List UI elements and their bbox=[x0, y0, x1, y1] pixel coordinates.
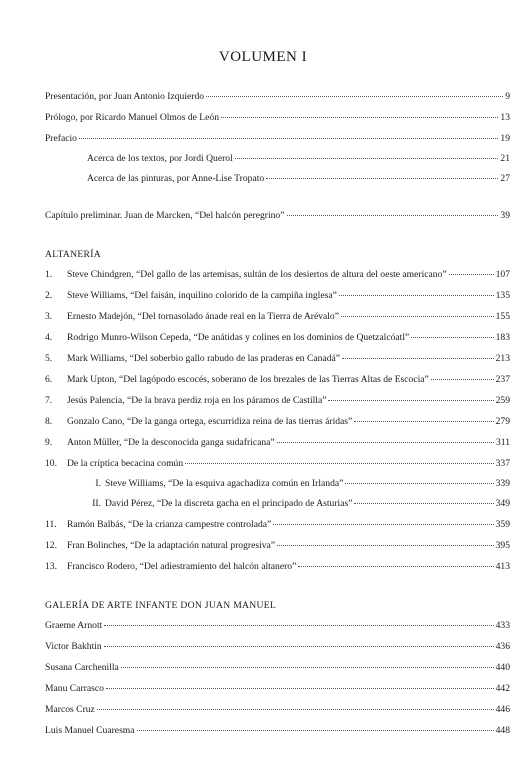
toc-entry-page: 19 bbox=[500, 133, 510, 144]
toc-entry-text: Ernesto Madejón, “Del tornasolado ánade real en la Tierra de Arévalo” bbox=[67, 311, 339, 322]
toc-entry bbox=[45, 540, 510, 552]
toc-entry-text: De la críptica becacina común bbox=[67, 458, 184, 469]
toc-entry-text: Rodrigo Munro-Wilson Cepeda, “De anátidas y colines en los dominios de Quetzalcóatl” bbox=[67, 332, 410, 343]
toc-entry bbox=[45, 332, 510, 344]
toc-entry-page: 442 bbox=[495, 683, 510, 694]
toc-entry bbox=[45, 290, 510, 302]
toc-entry-page: 237 bbox=[495, 374, 510, 385]
toc-entry-page: 39 bbox=[500, 210, 510, 221]
section-heading-altaneria: ALTANERÍA bbox=[45, 249, 101, 260]
toc-entry-text: Jesús Palencia, “De la brava perdiz roja en los páramos de Castilla” bbox=[67, 395, 327, 406]
toc-entry-page: 183 bbox=[495, 332, 510, 343]
dot-leader bbox=[342, 358, 494, 359]
toc-subentry bbox=[87, 498, 510, 510]
toc-entry-page: 27 bbox=[500, 173, 510, 184]
dot-leader bbox=[104, 625, 493, 626]
toc-entry-text: Prólogo, por Ricardo Manuel Olmos de León bbox=[45, 112, 219, 123]
toc-entry-number: 2. bbox=[45, 290, 53, 301]
toc-entry-page: 9 bbox=[505, 91, 510, 102]
dot-leader bbox=[266, 178, 498, 179]
toc-entry-text: Prefacio bbox=[45, 133, 77, 144]
toc-entry-number: II. bbox=[92, 498, 101, 509]
toc-entry-page: 395 bbox=[495, 540, 510, 551]
dot-leader bbox=[106, 688, 494, 689]
dot-leader bbox=[235, 158, 499, 159]
dot-leader bbox=[328, 400, 493, 401]
toc-entry bbox=[45, 112, 510, 124]
section-heading-galeria: GALERÍA DE ARTE INFANTE DON JUAN MANUEL bbox=[45, 600, 277, 611]
toc-entry bbox=[45, 683, 510, 695]
dot-leader bbox=[431, 379, 494, 380]
toc-entry-page: 259 bbox=[495, 395, 510, 406]
toc-entry-number: 12. bbox=[45, 540, 57, 551]
toc-entry bbox=[45, 437, 510, 449]
dot-leader bbox=[185, 463, 493, 464]
toc-entry-text: Presentación, por Juan Antonio Izquierdo bbox=[45, 91, 205, 102]
dot-leader bbox=[221, 117, 498, 118]
dot-leader bbox=[341, 316, 494, 317]
toc-entry-text: Fran Bolinches, “De la adaptación natural progresiva” bbox=[67, 540, 276, 551]
toc-entry bbox=[45, 704, 510, 716]
page-title: VOLUMEN I bbox=[218, 49, 308, 65]
toc-entry-text: Susana Carchenilla bbox=[45, 662, 119, 673]
toc-entry-number: 3. bbox=[45, 311, 53, 322]
toc-entry-text: Marcos Cruz bbox=[45, 704, 95, 715]
toc-entry-text: Gonzalo Cano, “De la ganga ortega, escurridiza reina de las tierras áridas” bbox=[67, 416, 353, 427]
toc-entry bbox=[45, 91, 510, 103]
toc-entry-text: Anton Müller, “De la desconocida ganga sudafricana” bbox=[67, 437, 275, 448]
toc-entry bbox=[45, 353, 510, 365]
toc-entry-page: 21 bbox=[500, 153, 510, 164]
dot-leader bbox=[339, 295, 494, 296]
toc-entry-page: 13 bbox=[500, 112, 510, 123]
toc-entry-text: Steve Chindgren, “Del gallo de las artemisas, sultán de los desiertos de altura del oeste americano” bbox=[67, 269, 447, 280]
toc-entry bbox=[45, 133, 510, 145]
toc-entry-number: 10. bbox=[45, 458, 57, 469]
dot-leader bbox=[354, 421, 493, 422]
toc-entry-text: Victor Bakhtin bbox=[45, 641, 102, 652]
toc-entry-number: 6. bbox=[45, 374, 53, 385]
dot-leader bbox=[354, 503, 493, 504]
toc-entry bbox=[45, 662, 510, 674]
toc-entry-page: 337 bbox=[495, 458, 510, 469]
toc-entry-text: Luis Manuel Cuaresma bbox=[45, 725, 135, 736]
toc-entry bbox=[45, 519, 510, 531]
toc-subentry bbox=[87, 173, 510, 185]
toc-entry bbox=[45, 269, 510, 281]
toc-entry bbox=[45, 395, 510, 407]
toc-entry-number: I. bbox=[95, 478, 101, 489]
dot-leader bbox=[277, 545, 494, 546]
toc-entry-number: 7. bbox=[45, 395, 53, 406]
toc-entry bbox=[45, 620, 510, 632]
dot-leader bbox=[121, 667, 494, 668]
toc-entry-number: 13. bbox=[45, 561, 57, 572]
toc-entry-page: 440 bbox=[495, 662, 510, 673]
dot-leader bbox=[298, 566, 493, 567]
dot-leader bbox=[273, 524, 493, 525]
dot-leader bbox=[277, 442, 494, 443]
toc-entry-page: 359 bbox=[495, 519, 510, 530]
dot-leader bbox=[345, 483, 493, 484]
toc-subentry bbox=[87, 478, 510, 490]
dot-leader bbox=[104, 646, 494, 647]
dot-leader bbox=[97, 709, 494, 710]
toc-entry-text: Ramón Balbás, “De la crianza campestre controlada” bbox=[67, 519, 272, 530]
toc-entry-text: Mark Williams, “Del soberbio gallo rabudo de las praderas en Canadá” bbox=[67, 353, 341, 364]
toc-entry-page: 448 bbox=[495, 725, 510, 736]
toc-entry-text: Francisco Rodero, “Del adiestramiento del halcón altanero” bbox=[67, 561, 297, 572]
toc-entry-text: Acerca de las pinturas, por Anne-Lise Tropato bbox=[87, 173, 265, 184]
dot-leader bbox=[287, 215, 499, 216]
toc-entry bbox=[45, 374, 510, 386]
toc-entry bbox=[45, 641, 510, 653]
toc-entry-text: Acerca de los textos, por Jordi Querol bbox=[87, 153, 233, 164]
toc-entry-page: 155 bbox=[495, 311, 510, 322]
toc-entry-page: 311 bbox=[495, 437, 510, 448]
toc-entry-page: 279 bbox=[495, 416, 510, 427]
toc-entry-text: Steve Williams, “De la esquiva agachadiza común en Irlanda” bbox=[105, 478, 344, 489]
toc-entry-page: 107 bbox=[495, 269, 510, 280]
toc-entry bbox=[45, 725, 510, 737]
toc-entry-number: 4. bbox=[45, 332, 53, 343]
dot-leader bbox=[449, 274, 494, 275]
toc-entry-page: 135 bbox=[495, 290, 510, 301]
toc-entry-number: 1. bbox=[45, 269, 53, 280]
toc-entry-page: 339 bbox=[495, 478, 510, 489]
toc-entry-text: Steve Williams, “Del faisán, inquilino colorido de la campiña inglesa” bbox=[67, 290, 337, 301]
toc-entry-page: 413 bbox=[495, 561, 510, 572]
toc-subentry bbox=[87, 153, 510, 165]
toc-entry-page: 446 bbox=[495, 704, 510, 715]
dot-leader bbox=[206, 96, 503, 97]
toc-entry-page: 349 bbox=[495, 498, 510, 509]
toc-entry-text: Mark Upton, “Del lagópodo escocés, soberano de los brezales de las Tierras Altas de Escocia” bbox=[67, 374, 429, 385]
dot-leader bbox=[137, 730, 494, 731]
toc-entry-number: 9. bbox=[45, 437, 53, 448]
toc-entry-text: Capítulo preliminar. Juan de Marcken, “Del halcón peregrino” bbox=[45, 210, 285, 221]
toc-entry-page: 213 bbox=[495, 353, 510, 364]
toc-entry-number: 8. bbox=[45, 416, 53, 427]
toc-entry-page: 433 bbox=[495, 620, 510, 631]
toc-entry bbox=[45, 311, 510, 323]
toc-entry bbox=[45, 210, 510, 222]
toc-entry-number: 11. bbox=[45, 519, 57, 530]
toc-entry-page: 436 bbox=[495, 641, 510, 652]
toc-entry-text: Graeme Arnott bbox=[45, 620, 103, 631]
dot-leader bbox=[411, 337, 493, 338]
toc-entry bbox=[45, 416, 510, 428]
toc-entry-text: Manu Carrasco bbox=[45, 683, 104, 694]
dot-leader bbox=[79, 138, 498, 139]
toc-entry bbox=[45, 561, 510, 573]
toc-entry-text: David Pérez, “De la discreta gacha en el principado de Asturias” bbox=[105, 498, 353, 509]
toc-entry-number: 5. bbox=[45, 353, 53, 364]
toc-entry bbox=[45, 458, 510, 470]
